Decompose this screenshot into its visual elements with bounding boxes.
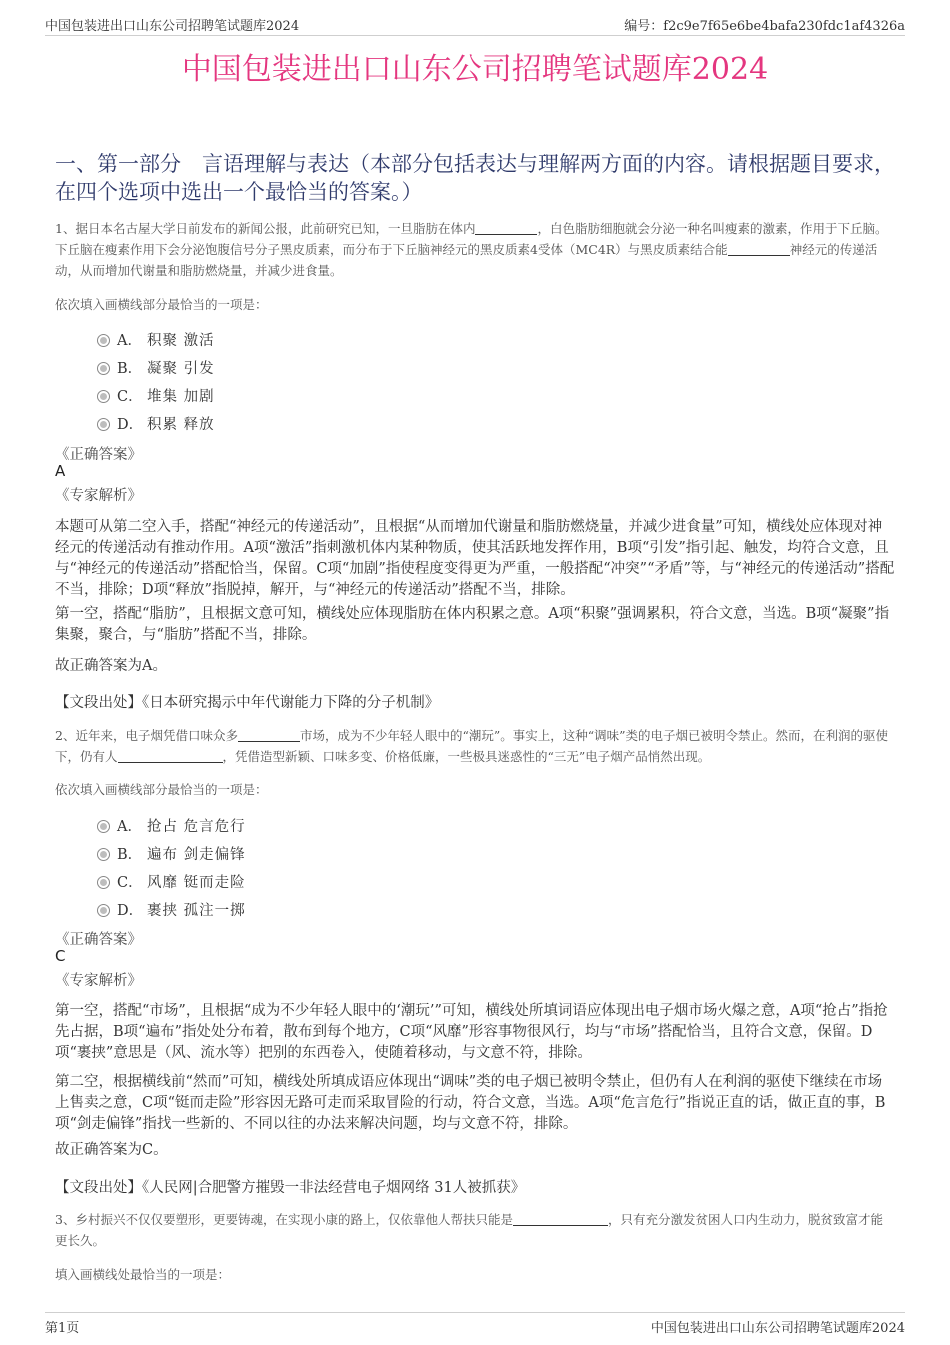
radio-button[interactable] [97,390,110,403]
analysis-label: 《专家解析》 [55,973,142,989]
question-2-option-a[interactable]: A． 抢占 危言危行 [95,812,495,840]
section-heading: 一、第一部分 言语理解与表达（本部分包括表达与理解两方面的内容。请根据题目要求，在四个选项中选出一个最恰当的答案。） [55,152,895,204]
question-1-stem [55,218,895,281]
question-1-source: 【文段出处】《日本研究揭示中年代谢能力下降的分子机制》 [55,695,440,711]
question-1-answer: A [55,462,66,480]
answer-blank [475,221,537,235]
question-1-analysis-1: 本题可从第二空入手，搭配“神经元的传递活动”，且根据“从而增加代谢量和脂肪燃烧量，并减少进食量”可知，横线处应体现对神经元的传递活动有推动作用。A项“激活”指刺激机体内某种物质，使其活跃地发挥作用，B项“引发”指引起、触发，均符合文意，且与“神经元的传递活动”搭配恰当，保留。C项“加剧”指使程度变得更为严重，一般搭配“冲突”“矛盾”等，与“神经元的传递活动”搭配不当，排除；D项“释放”指脱掉，解开，与“神经元的传递活动”搭配不当，排除。 [55,519,895,598]
answer-blank [513,1212,608,1226]
answer-blank [118,749,223,763]
document-title: 中国包装进出口山东公司招聘笔试题库2024 [181,52,769,87]
question-2-option-c[interactable]: C． 风靡 铤而走险 [95,868,495,896]
question-3-stem-part-2: ，只有充分激发贫困人口内生动力，脱贫致富才能更长久。 [55,1212,883,1248]
question-2-conclusion: 故正确答案为C。 [55,1142,168,1158]
question-2-stem-part-3: ，凭借造型新颖、口味多变、价格低廉，一些极具迷惑性的“三无”电子烟产品悄然出现。 [222,749,711,764]
page-footer [45,1312,905,1336]
footer-doc-name: 中国包装进出口山东公司招聘笔试题库2024 [650,1321,905,1336]
question-2-options [95,812,495,924]
answer-label: 《正确答案》 [55,447,142,463]
question-1-option-d[interactable]: D． 积累 释放 [95,410,495,438]
question-2-answer: C [55,947,66,965]
radio-button[interactable] [97,334,110,347]
question-2-analysis-2: 第二空，根据横线前“然而”可知，横线处所填成语应体现出“调味”类的电子烟已被明令禁止，但仍有人在利润的驱使下继续在市场上售卖之意，C项“铤而走险”形容因无路可走而采取冒险的行动，符合文意，当选。A项“危言危行”指说正直的话，做正直的事，B项“剑走偏锋”指找一些新的、不同以往的办法来解决问题，均与文意不符，排除。 [55,1074,886,1132]
question-2-stem-part-1: 2、近年来，电子烟凭借口味众多 [55,728,238,743]
question-2-stem [55,725,895,767]
radio-button[interactable] [97,848,110,861]
question-1-analysis-2: 第一空，搭配“脂肪”，且根据文意可知，横线处应体现脂肪在体内积累之意。A项“积聚”强调累积，符合文意，当选。B项“凝聚”指集聚，聚合，与“脂肪”搭配不当，排除。 [55,606,890,643]
answer-blank [728,242,790,256]
answer-label: 《正确答案》 [55,932,142,948]
question-3-prompt: 填入画横线处最恰当的一项是： [55,1267,231,1282]
question-1-stem-part-1: 1、据日本名古屋大学日前发布的新闻公报，此前研究已知，一旦脂肪在体内 [55,221,476,236]
question-1-option-c[interactable]: C． 堆集 加剧 [95,382,495,410]
question-1-stem-part-3: 神经元的传递活动，从而增加代谢量和脂肪燃烧量，并减少进食量。 [55,242,878,278]
radio-button[interactable] [97,876,110,889]
question-2-prompt: 依次填入画横线部分最恰当的一项是： [55,782,268,797]
analysis-label: 《专家解析》 [55,488,142,504]
question-3-stem [55,1209,895,1251]
question-1-options [95,326,495,438]
radio-button[interactable] [97,362,110,375]
radio-button[interactable] [97,418,110,431]
question-1-stem-part-2: ，白色脂肪细胞就会分泌一种名叫瘦素的激素，作用于下丘脑。下丘脑在瘦素作用下会分泌饱腹信号分子黑皮质素，而分布于下丘脑神经元的黑皮质素4受体（MC4R）与黑皮质素结合能 [55,221,888,257]
page-header [45,12,905,36]
header-doc-name: 中国包装进出口山东公司招聘笔试题库2024 [45,19,300,34]
radio-button[interactable] [97,820,110,833]
question-2-source: 【文段出处】《人民网|合肥警方摧毁一非法经营电子烟网络 31人被抓获》 [55,1180,526,1196]
question-1-conclusion: 故正确答案为A。 [55,658,167,674]
question-1-option-a[interactable]: A． 积聚 激活 [95,326,495,354]
page-number: 第1页 [45,1321,80,1336]
question-2-option-d[interactable]: D． 裹挟 孤注一掷 [95,896,495,924]
question-1-option-b[interactable]: B． 凝聚 引发 [95,354,495,382]
header-doc-id: 编号：f2c9e7f65e6be4bafa230fdc1af4326a [624,19,905,34]
radio-button[interactable] [97,904,110,917]
question-3-stem-part-1: 3、乡村振兴不仅仅要塑形，更要铸魂，在实现小康的路上，仅依靠他人帮扶只能是 [55,1212,513,1227]
question-2-analysis-1: 第一空，搭配“市场”，且根据“成为不少年轻人眼中的‘潮玩’”可知，横线处所填词语应体现出电子烟市场火爆之意，A项“抢占”指抢先占据，B项“遍布”指处处分布着，散布到每个地方，C项“风靡”形容事物很风行，均与“市场”搭配恰当，且符合文意，保留。D项“裹挟”意思是（风、流水等）把别的东西卷入，使随着移动，与文意不符，排除。 [55,1003,888,1061]
question-2-stem-part-2: 市场，成为不少年轻人眼中的“潮玩”。事实上，这种“调味”类的电子烟已被明令禁止。然而，在利润的驱使下，仍有人 [55,728,889,764]
question-2-option-b[interactable]: B． 遍布 剑走偏锋 [95,840,495,868]
question-1-prompt: 依次填入画横线部分最恰当的一项是： [55,297,268,312]
answer-blank [238,728,300,742]
